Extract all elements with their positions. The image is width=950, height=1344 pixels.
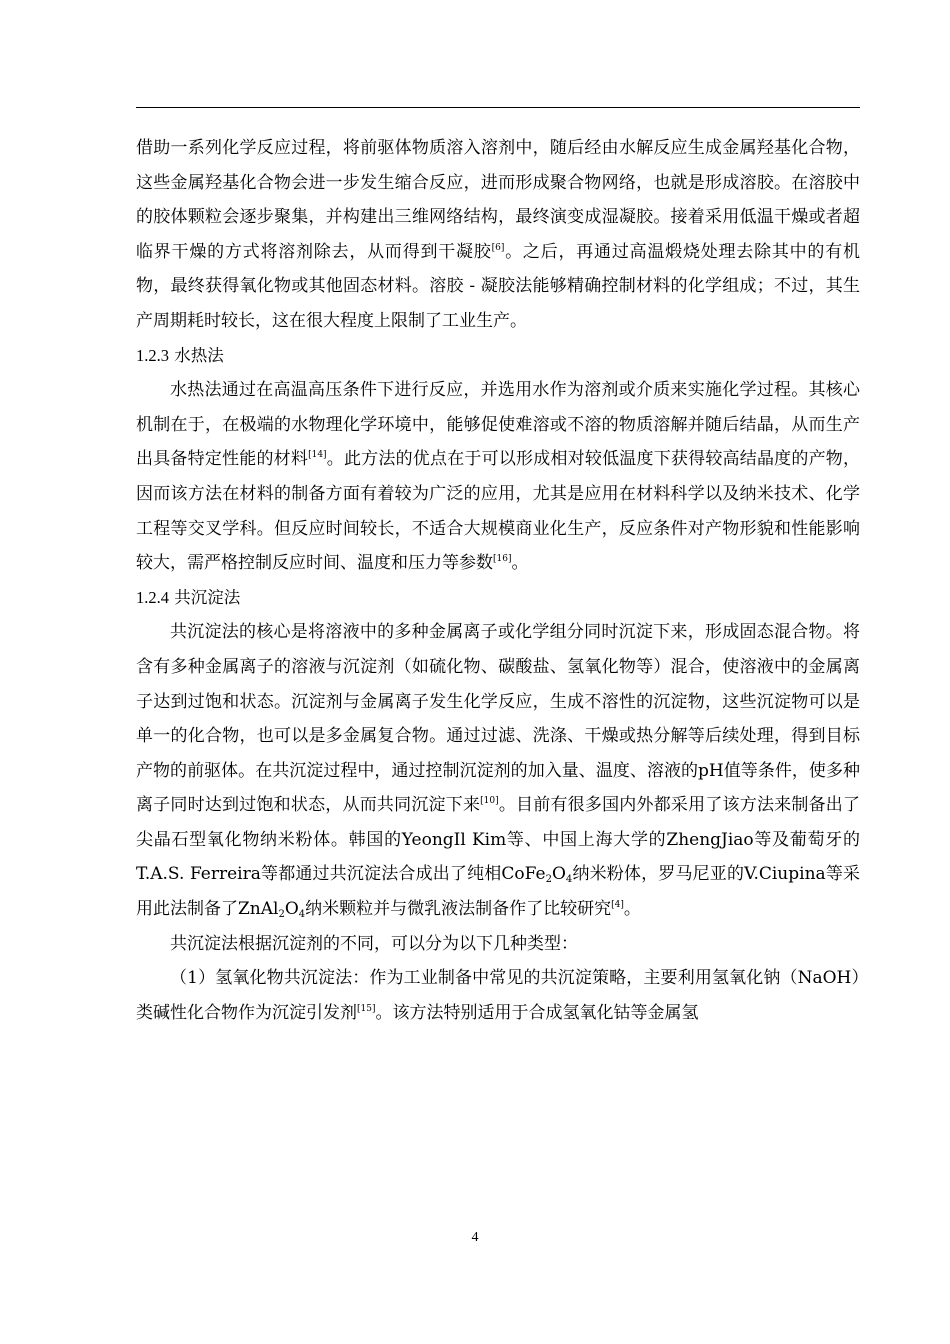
text-span: O bbox=[284, 899, 299, 920]
citation: [14] bbox=[308, 450, 327, 461]
text-span: 水热法通过在高温高压条件下进行反应，并选用水作为溶剂或介质来实施化学过程。其核心机制在于，在极端的水物理化学环境中，能够促使难溶或不溶的物质溶解并随后结晶，从而生产出具备特定性能的材料 bbox=[136, 380, 860, 470]
text-span: 。该方法特别适用于合成氢氧化钴等金属氢 bbox=[375, 1002, 699, 1023]
paragraph-coprecipitation bbox=[136, 615, 860, 926]
header-rule bbox=[136, 107, 860, 108]
citation: [10] bbox=[480, 796, 499, 807]
page-number: 4 bbox=[471, 1230, 479, 1245]
text-span: 纳米粉体，罗马尼亚的V.Ciupina等采用此法制备了ZnAl bbox=[136, 864, 860, 920]
subscript: 4 bbox=[298, 909, 306, 921]
section-heading-hydrothermal bbox=[136, 339, 860, 374]
citation: [4] bbox=[611, 900, 624, 911]
text-span: 。 bbox=[623, 899, 641, 920]
section-number: 1.2.3 bbox=[136, 345, 169, 365]
paragraph-hydroxide-coprecipitation bbox=[136, 961, 860, 1030]
text-span: 。此方法的优点在于可以形成相对较低温度下获得较高结晶度的产物，因而该方法在材料的制备方面有着较为广泛的应用，尤其是应用在材料科学以及纳米技术、化学工程等交叉学科。但反应时间较长，不适合大规模商业化生产，反应条件对产物形貌和性能影响较大，需严格控制反应时间、温度和压力等参数 bbox=[136, 449, 860, 574]
page-body bbox=[136, 131, 860, 1030]
paragraph-hydrothermal bbox=[136, 373, 860, 581]
citation: [16] bbox=[493, 554, 512, 565]
subscript: 2 bbox=[278, 909, 285, 921]
subscript: 2 bbox=[545, 874, 552, 886]
section-number: 1.2.4 bbox=[136, 587, 169, 607]
text-span: 。之后，再通过高温煅烧处理去除其中的有机物，最终获得氧化物或其他固态材料。溶胶 - 凝胶法能够精确控制材料的化学组成；不过，其生产周期耗时较长，这在很大程度上限制了工业生产。 bbox=[136, 241, 860, 331]
text-span: O bbox=[551, 864, 566, 885]
text-span: 。 bbox=[511, 553, 529, 574]
section-heading-coprecipitation bbox=[136, 581, 860, 616]
text-span: 借助一系列化学反应过程，将前驱体物质溶入溶剂中，随后经由水解反应生成金属羟基化合物，这些金属羟基化合物会进一步发生缩合反应，进而形成聚合物网络，也就是形成溶胶。在溶胶中的胶体颗粒会逐步聚集，并构建出三维网络结构，最终演变成湿凝胶。接着采用低温干燥或者超临界干燥的方式将溶剂除去，从而得到干凝胶 bbox=[136, 138, 860, 262]
section-title: 水热法 bbox=[174, 345, 224, 365]
paragraph-sol-gel bbox=[136, 131, 860, 339]
text-span: 纳米颗粒并与微乳液法制备作了比较研究 bbox=[305, 899, 612, 920]
citation: [15] bbox=[357, 1003, 376, 1014]
citation: [6] bbox=[491, 242, 505, 253]
text-span: 共沉淀法的核心是将溶液中的多种金属离子或化学组分同时沉淀下来，形成固态混合物。将含有多种金属离子的溶液与沉淀剂（如硫化物、碳酸盐、氢氧化物等）混合，使溶液中的金属离子达到过饱和状态。沉淀剂与金属离子发生化学反应，生成不溶性的沉淀物，这些沉淀物可以是单一的化合物，也可以是多金属复合物。通过过滤、洗涤、干燥或热分解等后续处理，得到目标产物的前驱体。在共沉淀过程中，通过控制沉淀剂的加入量、温度、溶液的pH值等条件，使多种离子同时达到过饱和状态，从而共同沉淀下来 bbox=[136, 622, 860, 816]
subscript: 4 bbox=[565, 874, 573, 886]
paragraph-types-intro: 共沉淀法根据沉淀剂的不同，可以分为以下几种类型： bbox=[170, 933, 578, 954]
text-span: （1）氢氧化物共沉淀法：作为工业制备中常见的共沉淀策略，主要利用氢氧化钠（NaOH）类碱性化合物作为沉淀引发剂 bbox=[136, 968, 860, 1023]
section-title: 共沉淀法 bbox=[174, 587, 241, 607]
text-span: 。目前有很多国内外都采用了该方法来制备出了尖晶石型氧化物纳米粉体。韩国的YeongIl Kim等、中国上海大学的ZhengJiao等及葡萄牙的T.A.S. Ferreira等都通过共沉淀法合成出了纯相CoFe bbox=[136, 795, 861, 885]
